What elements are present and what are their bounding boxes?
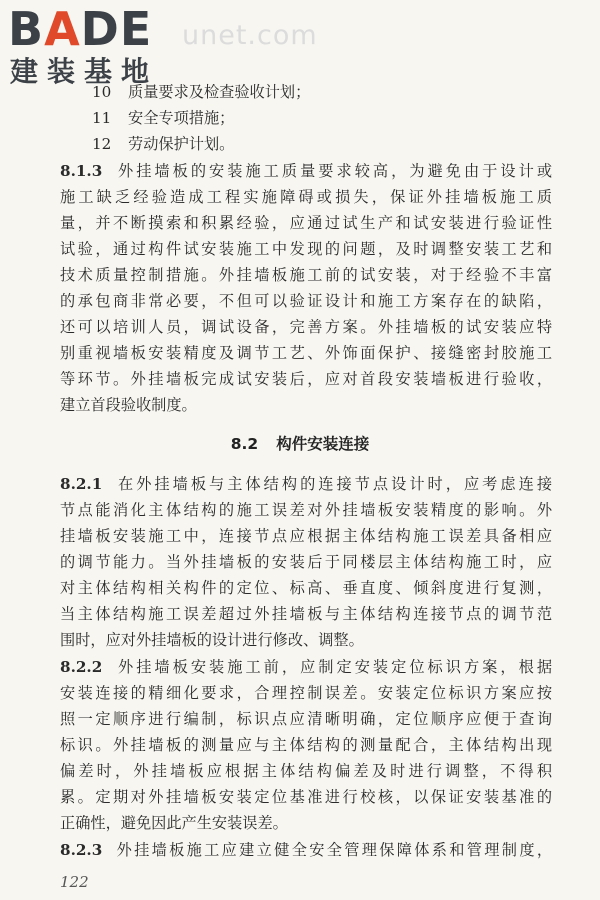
list-item: 11 安全专项措施； — [92, 109, 235, 127]
page-number: 122 — [60, 873, 89, 891]
logo-subtitle: 建装基地 — [10, 55, 159, 88]
brand-logo — [8, 4, 178, 90]
list-item: 12 劳动保护计划。 — [92, 135, 235, 153]
section-heading: 8.2 构件安装连接 — [230, 435, 370, 453]
list-item: 10 质量要求及检查验收计划； — [92, 83, 311, 101]
watermark-url: unet.com — [182, 20, 318, 51]
clause-number: 8.1.3 — [60, 162, 103, 180]
logo-wordmark: BADE — [8, 2, 153, 56]
document-page: BADE 建装基地 unet.com 10 质量要求及检查验收计划； 11 安全专项措施； 12 劳动保护计划。 8.1.3 外挂墙板的安装施工质量要求较高，为避免由于设计或 施工缺乏经验造成工程实施障碍或损失，保证外挂墙板施工质 量，并不断摸索和积累经验，应通过试生产和试安装进行验证性 试验，通过构件试安装施工中发现的问题，及时调整安装工艺和 技术质量控制措施。外挂墙板施工前的试安装，对于经验不丰富 的承包商非常必要，不但可以验证设计和施工方案存在的缺陷， 还可以培训人员，调试设备，完善方案。外挂墙板的试安装应特 别重视墙板安装精度及调节工艺、外饰面保护、接缝密封胶施工 等环节。外挂墙板完成试安装后，应对首段安装墙板进行验收， 建立首段验收制度。 8.2 构件安装连接 8.2.1 在外挂墙板与主体结构的连接节点设计时，应考虑连接 节点能消化主体结构的施工误差对外挂墙板安装精度的影响。外 挂墙板安装施工中，连接节点应根据主体结构施工误差具备相应 的调节能力。当外挂墙板的安装后于同楼层主体结构施工时，应 对主体结构相关构件的定位、标高、垂直度、倾斜度进行复测， 当主体结构施工误差超过外挂墙板与主体结构连接节点的调节范 围时，应对外挂墙板的设计进行修改、调整。 8.2.2 外挂墙板安装施工前，应制定安装定位标识方案，根据 安装连接的精细化要求，合理控制误差。安装定位标识方案应按 照一定顺序进行编制，标识点应清晰明确，定位顺序应便于查询 标识。外挂墙板的测量应与主体结构的测量配合，主体结构出现 偏差时，外挂墙板应根据主体结构偏差及时进行调整，不得积 累。定期对外挂墙板安装定位基准进行校核，以保证安装基准的 正确性，避免因此产生安装误差。 8.2.3 外挂墙板施工应建立健全安全管理保障体系和管理制度， 122 — [0, 0, 600, 900]
clause-number: 8.2.3 — [60, 841, 103, 859]
clause-number: 8.2.1 — [60, 475, 103, 493]
clause-number: 8.2.2 — [60, 658, 103, 676]
